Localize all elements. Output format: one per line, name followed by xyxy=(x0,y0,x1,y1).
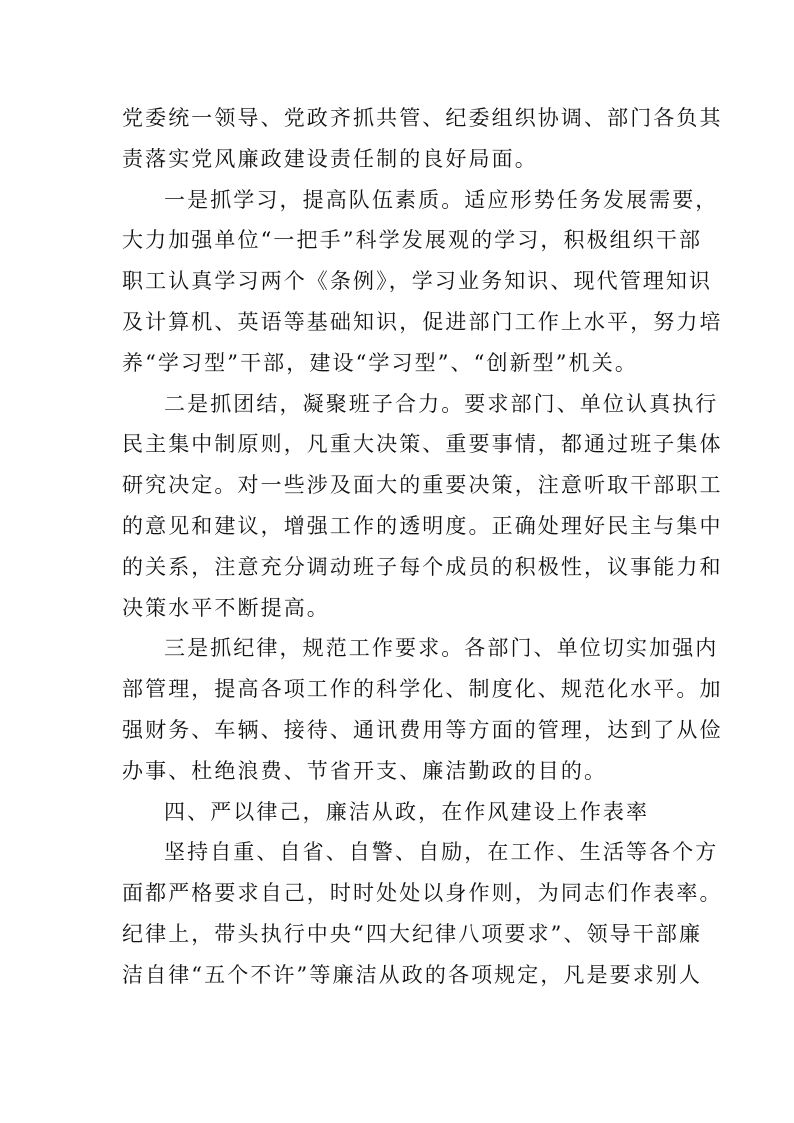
text-line: 大力加强单位“一把手”科学发展观的学习，积极组织干部 xyxy=(122,228,703,253)
document-body xyxy=(122,98,723,996)
paragraph-start-line: 坚持自重、自省、自警、自励，在工作、生活等各个方 xyxy=(164,840,719,865)
paragraph-start-line: 三是抓纪律，规范工作要求。各部门、单位切实加强内 xyxy=(164,636,719,661)
text-line: 办事、杜绝浪费、节省开支、廉洁勤政的目的。 xyxy=(122,758,608,783)
text-line: 洁自律“五个不许”等廉洁从政的各项规定，凡是要求别人 xyxy=(122,962,703,987)
text-line: 决策水平不断提高。 xyxy=(122,595,330,620)
text-line: 养“学习型”干部，建设“学习型”、“创新型”机关。 xyxy=(122,350,638,375)
text-line: 面都严格要求自己，时时处处以身作则，为同志们作表率。 xyxy=(122,881,723,906)
paragraph-start-line: 一是抓学习，提高队伍素质。适应形势任务发展需要， xyxy=(164,187,719,212)
text-line: 及计算机、英语等基础知识，促进部门工作上水平，努力培 xyxy=(122,309,723,334)
text-line: 研究决定。对一些涉及面大的重要决策，注意听取干部职工 xyxy=(122,473,723,498)
text-line: 党委统一领导、党政齐抓共管、纪委组织协调、部门各负其 xyxy=(122,106,723,130)
paragraph-start-line: 二是抓团结，凝聚班子合力。要求部门、单位认真执行 xyxy=(164,391,719,416)
text-line: 责落实党风廉政建设责任制的良好局面。 xyxy=(122,146,538,171)
text-line: 强财务、车辆、接待、通讯费用等方面的管理，达到了从俭 xyxy=(122,717,723,742)
text-line: 的关系，注意充分调动班子每个成员的积极性，议事能力和 xyxy=(122,554,723,579)
text-line: 部管理，提高各项工作的科学化、制度化、规范化水平。加 xyxy=(122,677,723,702)
text-line: 纪律上，带头执行中央“四大纪律八项要求”、领导干部廉 xyxy=(122,921,703,946)
text-line: 职工认真学习两个《条例》，学习业务知识、现代管理知识 xyxy=(122,269,713,294)
section-heading-line: 四、严以律己，廉洁从政，在作风建设上作表率 xyxy=(164,799,650,824)
text-line: 的意见和建议，增强工作的透明度。正确处理好民主与集中 xyxy=(122,513,723,538)
text-line: 民主集中制原则，凡重大决策、重要事情，都通过班子集体 xyxy=(122,432,723,457)
